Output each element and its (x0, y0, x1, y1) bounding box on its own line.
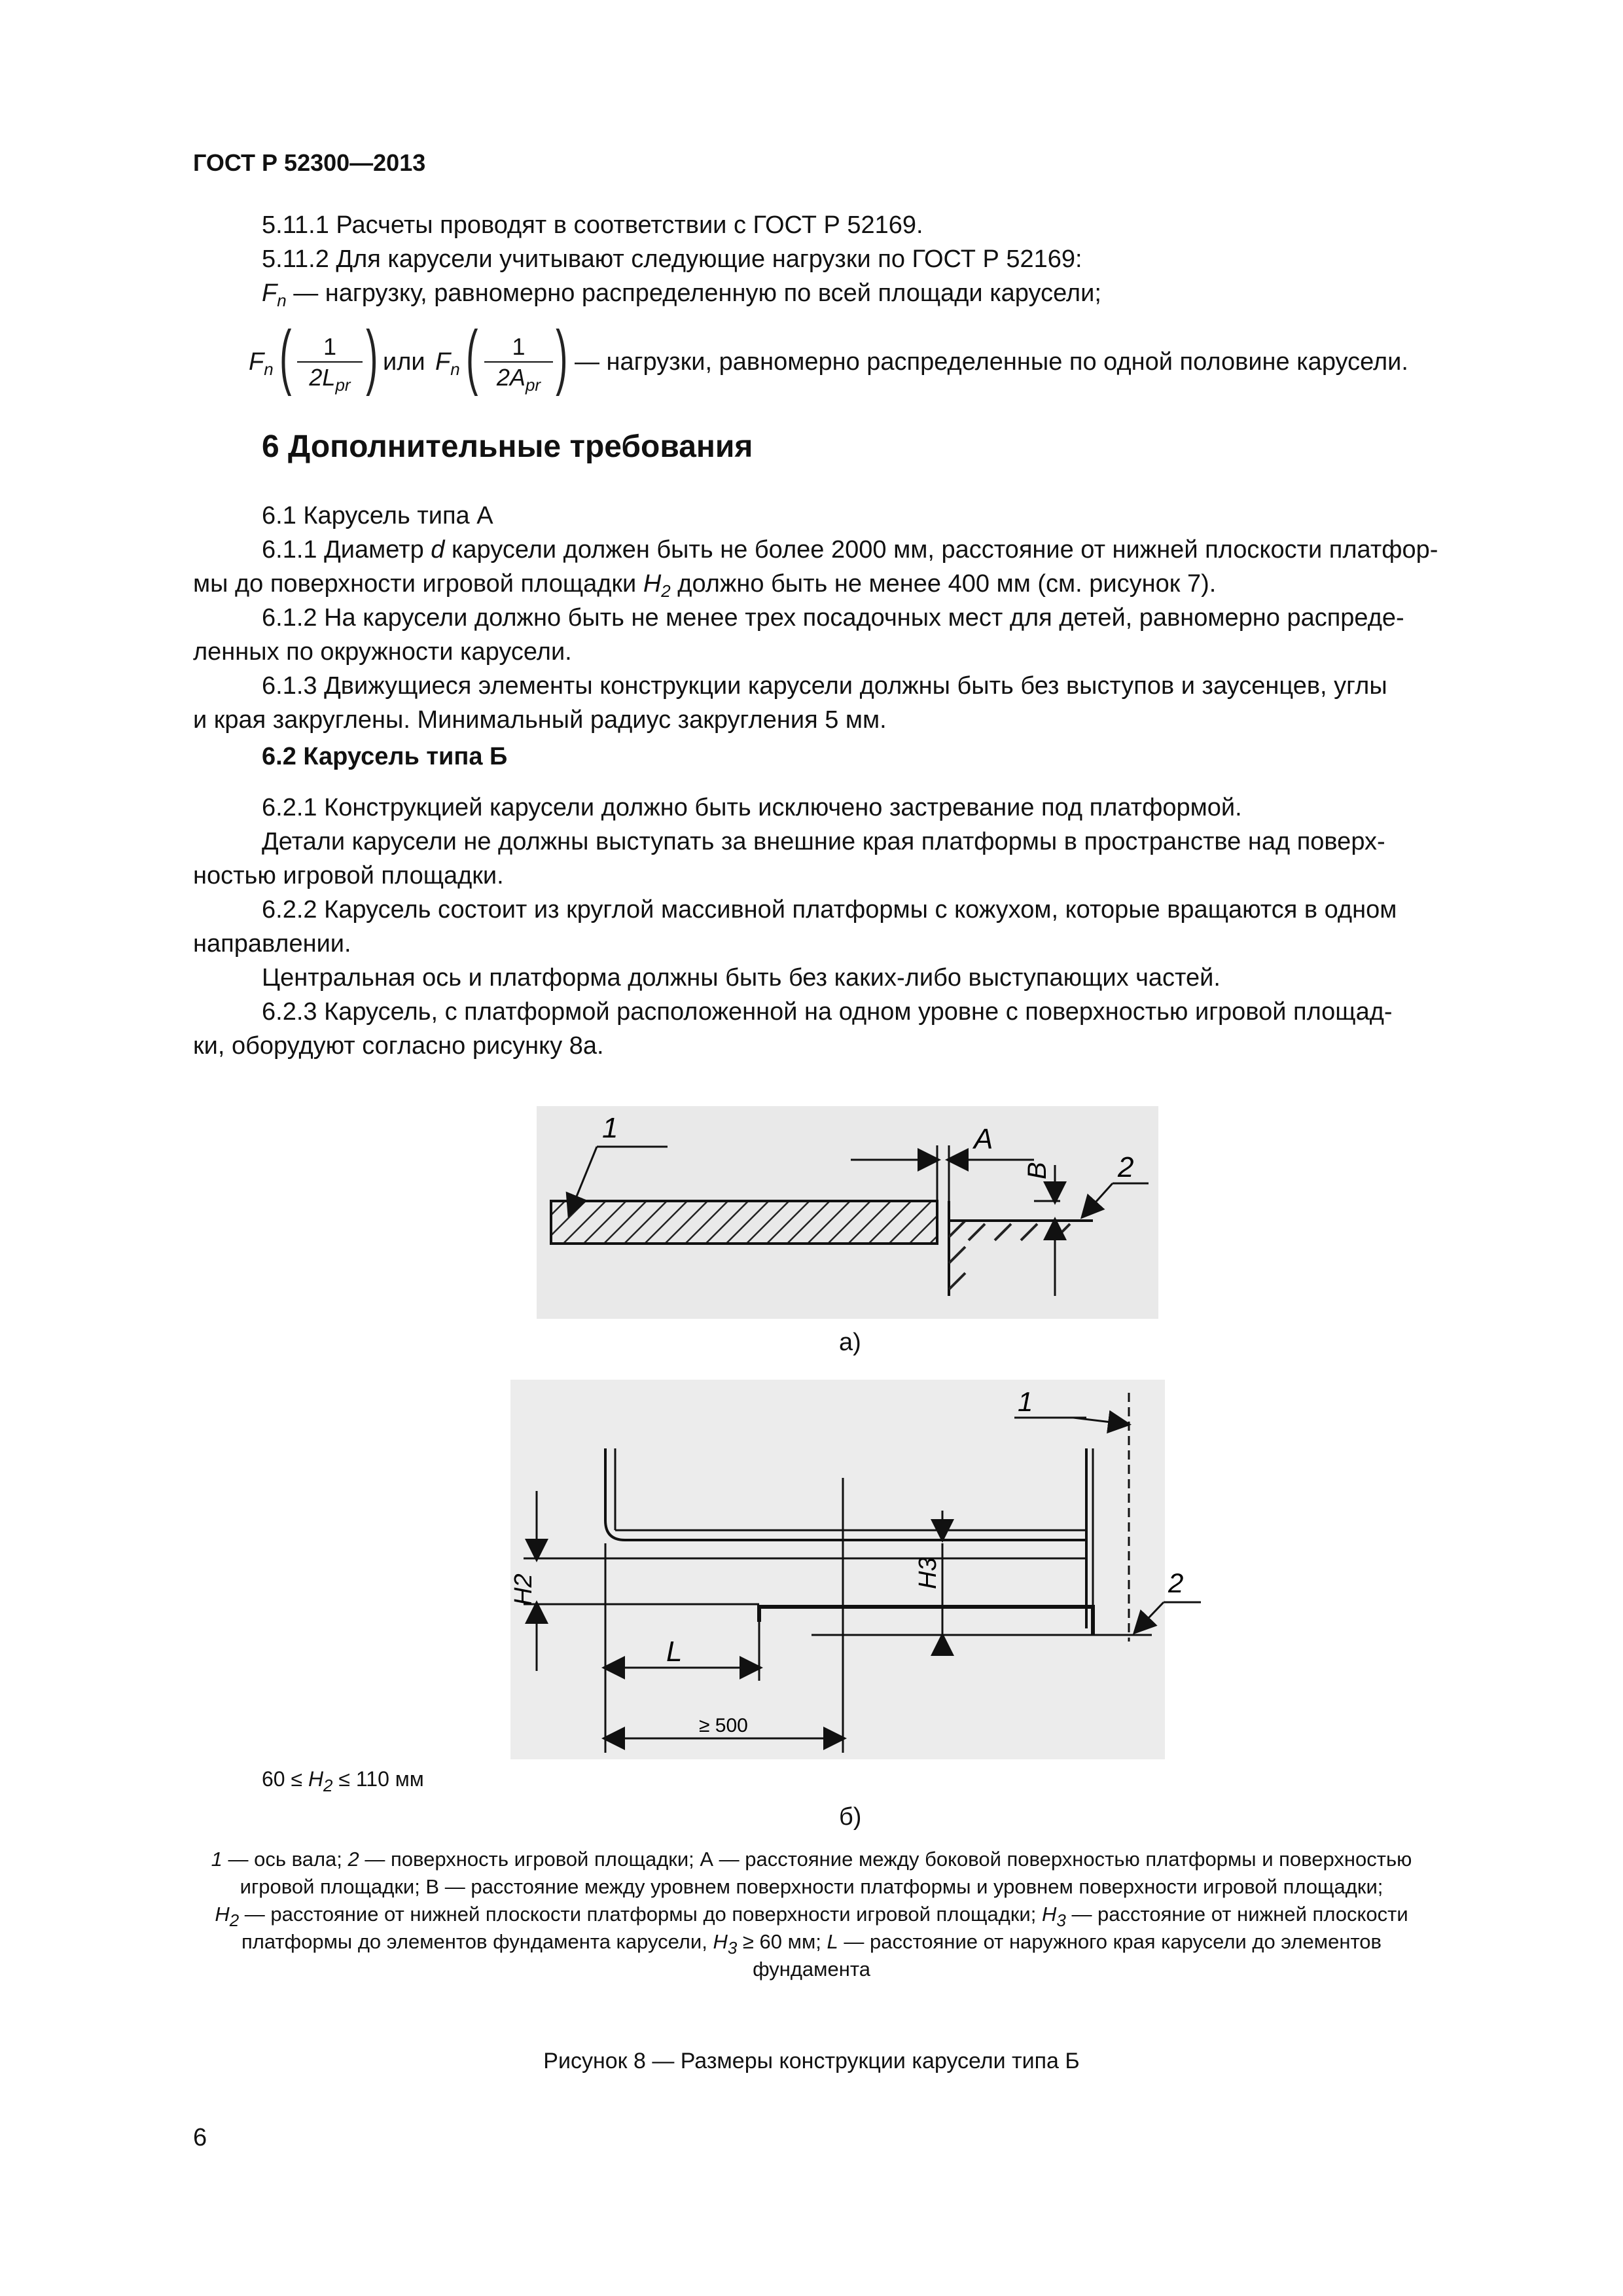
p611-e: должно быть не менее 400 мм (см. рисунок 7). (670, 570, 1217, 598)
fig8b-label-h3: H3 (914, 1557, 942, 1589)
constraint-pre: 60 ≤ (262, 1767, 308, 1791)
fig8a-label-b: B (1023, 1162, 1052, 1179)
formula-or: или (383, 348, 425, 376)
paragraph-6-2-1b-line1: Детали карусели не должны выступать за внешние края платформы в пространстве над поверх- (262, 828, 1385, 855)
fraction-2-denominator (484, 363, 553, 400)
subsection-6-2-heading: 6.2 Карусель типа Б (262, 743, 508, 770)
legend-4-h: H (713, 1930, 728, 1953)
p611-hsub: 2 (661, 581, 671, 601)
paragraph-6-1-3-line1: 6.1.3 Движущиеся элементы конструкции карусели должны быть без выступов и заусенцев, углы (262, 672, 1387, 700)
p611-d: d (431, 536, 445, 564)
legend-2-num: 2 (348, 1848, 359, 1871)
den1-sub: pr (335, 375, 351, 395)
paragraph-6-2-2-line1: 6.2.2 Карусель состоит из круглой массивной платформы с кожухом, которые вращаются в одном (262, 896, 1397, 924)
paragraph-fn-load (262, 276, 1101, 317)
legend-line-1 (170, 1846, 1453, 1873)
fraction-1 (297, 332, 363, 400)
formula-f1-sub: n (264, 359, 274, 379)
legend-4-l: L (827, 1930, 838, 1953)
fraction-1-denominator (297, 363, 363, 400)
figure-8b-drawing (497, 1380, 1204, 1759)
fraction-1-numerator: 1 (323, 333, 337, 360)
legend-1-num: 1 (211, 1848, 223, 1871)
fig8b-label-1: 1 (1018, 1386, 1033, 1417)
paragraph-5-11-1: 5.11.1 Расчеты проводят в соответствии с ГОСТ Р 52169. (262, 211, 923, 239)
paragraph-6-1-3-line2: и края закруглены. Минимальный радиус закругления 5 мм. (193, 706, 887, 734)
paragraph-6-2-2c: Центральная ось и платформа должны быть без каких-либо выступающих частей. (262, 964, 1221, 992)
legend-3-h: H (215, 1903, 230, 1926)
fn-subscript: n (277, 291, 287, 310)
paragraph-6-1-2-line2: ленных по окружности карусели. (193, 638, 572, 666)
legend-line-5: фундамента (753, 1958, 870, 1981)
formula-paren-close-1: ) (366, 316, 378, 397)
p611-c: мы до поверхности игровой площадки (193, 570, 643, 598)
p611-b: карусели должен быть не более 2000 мм, расстояние от нижней плоскости платфор- (444, 536, 1438, 564)
paragraph-6-1-2-line1: 6.1.2 На карусели должно быть не менее трех посадочных мест для детей, равномерно распреде- (262, 604, 1404, 632)
paragraph-6-1-1-line1 (262, 533, 1438, 567)
fig8b-label-2: 2 (1168, 1568, 1184, 1598)
paragraph-6-2-3-line2: ки, оборудуют согласно рисунку 8а. (193, 1032, 604, 1060)
p611-h: H (643, 570, 662, 598)
paragraph-5-11-2: 5.11.2 Для карусели учитывают следующие нагрузки по ГОСТ Р 52169: (262, 245, 1082, 273)
p611-a: 6.1.1 Диаметр (262, 536, 431, 564)
legend-3-a: — расстояние от нижней плоскости платформы до поверхности игровой площадки; (239, 1903, 1042, 1926)
formula-paren-open-2: ( (466, 316, 478, 397)
paragraph-6-1: 6.1 Карусель типа А (262, 502, 493, 529)
fig8a-label-2: 2 (1118, 1151, 1134, 1183)
h2-constraint (262, 1767, 424, 1796)
den1-text: 2L (309, 364, 336, 391)
section-6-heading: 6 Дополнительные требования (262, 429, 753, 464)
formula-paren-close-2: ) (556, 316, 568, 397)
legend-1-text: — ось вала; (222, 1848, 348, 1871)
platform-hatch (551, 1201, 937, 1244)
den2-text: 2A (496, 364, 526, 391)
load-formula (249, 316, 1558, 412)
figure-8b-background (510, 1380, 1165, 1759)
legend-4-c: — расстояние от наружного края карусели до элементов (838, 1930, 1382, 1953)
legend-4-sub: 3 (727, 1938, 738, 1958)
fig8a-label-a: A (974, 1123, 993, 1155)
figure-8b-caption: б) (839, 1803, 862, 1831)
fn-symbol: F (262, 279, 277, 307)
constraint-h: H (308, 1767, 324, 1791)
page-number: 6 (193, 2124, 207, 2151)
fig8b-label-h2: H2 (510, 1573, 537, 1605)
legend-3-sub3: 3 (1056, 1910, 1066, 1930)
fn-description: — нагрузку, равномерно распределенную по всей площади карусели; (286, 279, 1101, 307)
figure-8a-drawing (537, 1106, 1158, 1319)
fig8b-label-500: ≥ 500 (699, 1715, 748, 1736)
paragraph-6-2-1b-line2: ностью игровой площадки. (193, 862, 504, 889)
legend-3-sub: 2 (229, 1910, 240, 1930)
fig8b-label-l: L (666, 1636, 683, 1668)
legend-2-text: — поверхность игровой площадки; А — расстояние между боковой поверхностью платформы и поверхностью (359, 1848, 1412, 1871)
formula-paren-open-1: ( (279, 316, 292, 397)
legend-3-h3: H (1041, 1903, 1057, 1926)
legend-4-a: платформы до элементов фундамента карусели, (241, 1930, 713, 1953)
figure-8a-caption: а) (839, 1329, 861, 1356)
den2-sub: pr (525, 375, 541, 395)
paragraph-6-2-1: 6.2.1 Конструкцией карусели должно быть исключено застревание под платформой. (262, 794, 1242, 821)
fraction-2 (484, 332, 553, 400)
fig8a-label-1: 1 (602, 1112, 618, 1144)
formula-f2-sub: n (450, 359, 460, 379)
figure-title: Рисунок 8 — Размеры конструкции карусели типа Б (543, 2049, 1080, 2073)
formula-f1: F (249, 348, 264, 376)
legend-3-b: — расстояние от нижней плоскости (1065, 1903, 1408, 1926)
legend-4-b: ≥ 60 мм; (737, 1930, 827, 1953)
formula-tail: — нагрузки, равномерно распределенные по одной половине карусели. (575, 348, 1408, 376)
fraction-2-numerator: 1 (512, 333, 526, 360)
legend-line-2: игровой площадки; В — расстояние между уровнем поверхности платформы и уровнем поверхности игровой площадки; (240, 1875, 1383, 1898)
paragraph-6-2-2-line2: направлении. (193, 930, 351, 958)
constraint-sub: 2 (323, 1776, 333, 1795)
constraint-post: ≤ 110 мм (332, 1767, 424, 1791)
document-header: ГОСТ Р 52300—2013 (193, 149, 426, 176)
paragraph-6-2-3-line1: 6.2.3 Карусель, с платформой расположенной на одном уровне с поверхностью игровой площад- (262, 998, 1393, 1026)
formula-f2: F (435, 348, 451, 376)
